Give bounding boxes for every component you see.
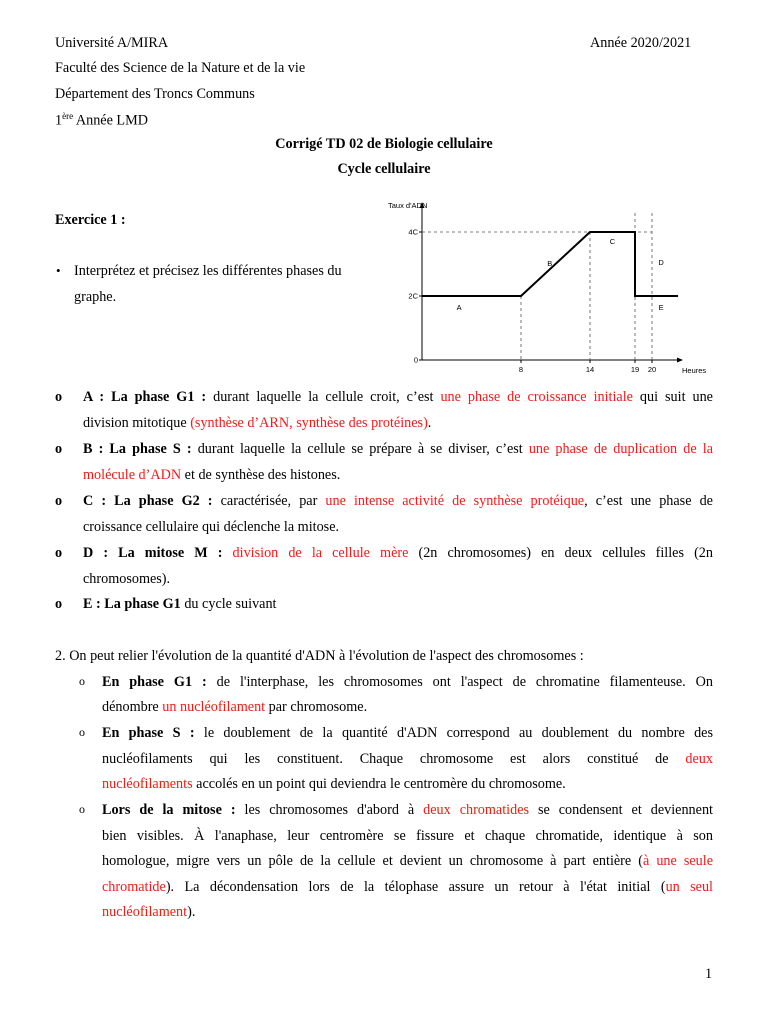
phase-e-line1: E : La phase G1 du cycle suivant <box>83 596 277 612</box>
department-name: Département des Troncs Communs <box>55 86 255 102</box>
phase-label-c: C <box>609 237 616 246</box>
y-axis-label: Taux d'ADN <box>388 201 428 210</box>
bullet-o-icon: o <box>55 389 63 405</box>
phase-b-line1: B : La phase S : durant laquelle la cellule se prépare à se diviser, c’est une phase de duplication de la <box>83 441 713 457</box>
mitose-line4: chromatide). La décondensation lors de la télophase assure un retour à l'état initial (un seul <box>102 879 713 895</box>
s-line3: nucléofilaments accolés en un point qui deviendra le centromère du chromosome. <box>102 776 566 792</box>
x-tick-label: 20 <box>647 365 657 374</box>
bullet-o-icon: o <box>79 802 85 816</box>
x-tick-label: 8 <box>518 365 524 374</box>
phase-a-line2: division mitotique (synthèse d’ARN, synthèse des protéines). <box>83 415 432 431</box>
phase-d-line2: chromosomes). <box>83 571 171 587</box>
page-title: Corrigé TD 02 de Biologie cellulaire <box>275 136 493 152</box>
phase-b-line2: molécule d’ADN et de synthèse des histones. <box>83 467 341 483</box>
phase-label-e: E <box>658 303 664 312</box>
x-tick-label: 19 <box>630 365 640 374</box>
phase-d-line1: D : La mitose M : division de la cellule mère (2n chromosomes) en deux cellules filles (2n <box>83 545 713 561</box>
phase-c-line2: croissance cellulaire qui déclenche la mitose. <box>83 519 340 535</box>
academic-year: Année 2020/2021 <box>590 35 692 51</box>
x-axis-label: Heures <box>682 366 707 375</box>
x-tick-label: 14 <box>585 365 595 374</box>
s-line2: nucléofilaments qui les constituent. Chaque chromosome est alors constitué de deux <box>102 751 713 767</box>
y-tick-label: 0 <box>413 355 418 365</box>
mitose-line2: bien visibles. À l'anaphase, leur centromère se fissure et chaque chromatide, identique à son <box>102 828 713 844</box>
question2-intro: 2. On peut relier l'évolution de la quantité d'ADN à l'évolution de l'aspect des chromosomes : <box>55 648 584 664</box>
bullet-o-icon: o <box>79 725 85 739</box>
bullet-o-icon: o <box>79 674 85 688</box>
x-axis-arrow-icon <box>677 358 683 363</box>
phase-c-line1: C : La phase G2 : caractérisée, par une intense activité de synthèse protéique, c’est une phase de <box>83 493 713 509</box>
exercise-instruction-line1: Interprétez et précisez les différentes phases du <box>74 263 342 279</box>
exercise-instruction-line2: graphe. <box>74 289 117 305</box>
bullet-icon: • <box>56 263 61 278</box>
level: 1ère Année LMD <box>55 111 148 129</box>
mitose-line5: nucléofilament). <box>102 904 196 920</box>
phase-label-d: D <box>658 258 664 267</box>
bullet-o-icon: o <box>55 545 63 561</box>
page-number: 1 <box>705 966 713 982</box>
s-line1: En phase S : le doublement de la quantité d'ADN correspond au doublement du nombre des <box>102 725 713 741</box>
y-tick-label: 4C <box>408 227 418 237</box>
g1-line2: dénombre un nucléofilament par chromosome. <box>102 699 368 715</box>
page-subtitle: Cycle cellulaire <box>337 161 431 177</box>
mitose-line3: homologue, migre vers un pôle de la cellule et devient un chromosome à part entière (à une seule <box>102 853 714 869</box>
bullet-o-icon: o <box>55 441 63 457</box>
faculty-name: Faculté des Science de la Nature et de la vie <box>55 60 306 76</box>
phase-a-line1: A : La phase G1 : durant laquelle la cellule croit, c’est une phase de croissance initiale qui suit une <box>83 389 713 405</box>
bullet-o-icon: o <box>55 596 63 612</box>
phase-label-b: B <box>547 259 553 268</box>
bullet-o-icon: o <box>55 493 63 509</box>
exercise-heading: Exercice 1 : <box>55 212 126 228</box>
y-tick-label: 2C <box>408 291 418 301</box>
university-name: Université A/MIRA <box>55 35 169 51</box>
mitose-line1: Lors de la mitose : les chromosomes d'abord à deux chromatides se condensent et deviennent <box>102 802 713 818</box>
dna-chart <box>380 195 710 380</box>
g1-line1: En phase G1 : de l'interphase, les chromosomes ont l'aspect de chromatine filamenteuse. On <box>102 674 713 690</box>
phase-label-a: A <box>456 303 462 312</box>
